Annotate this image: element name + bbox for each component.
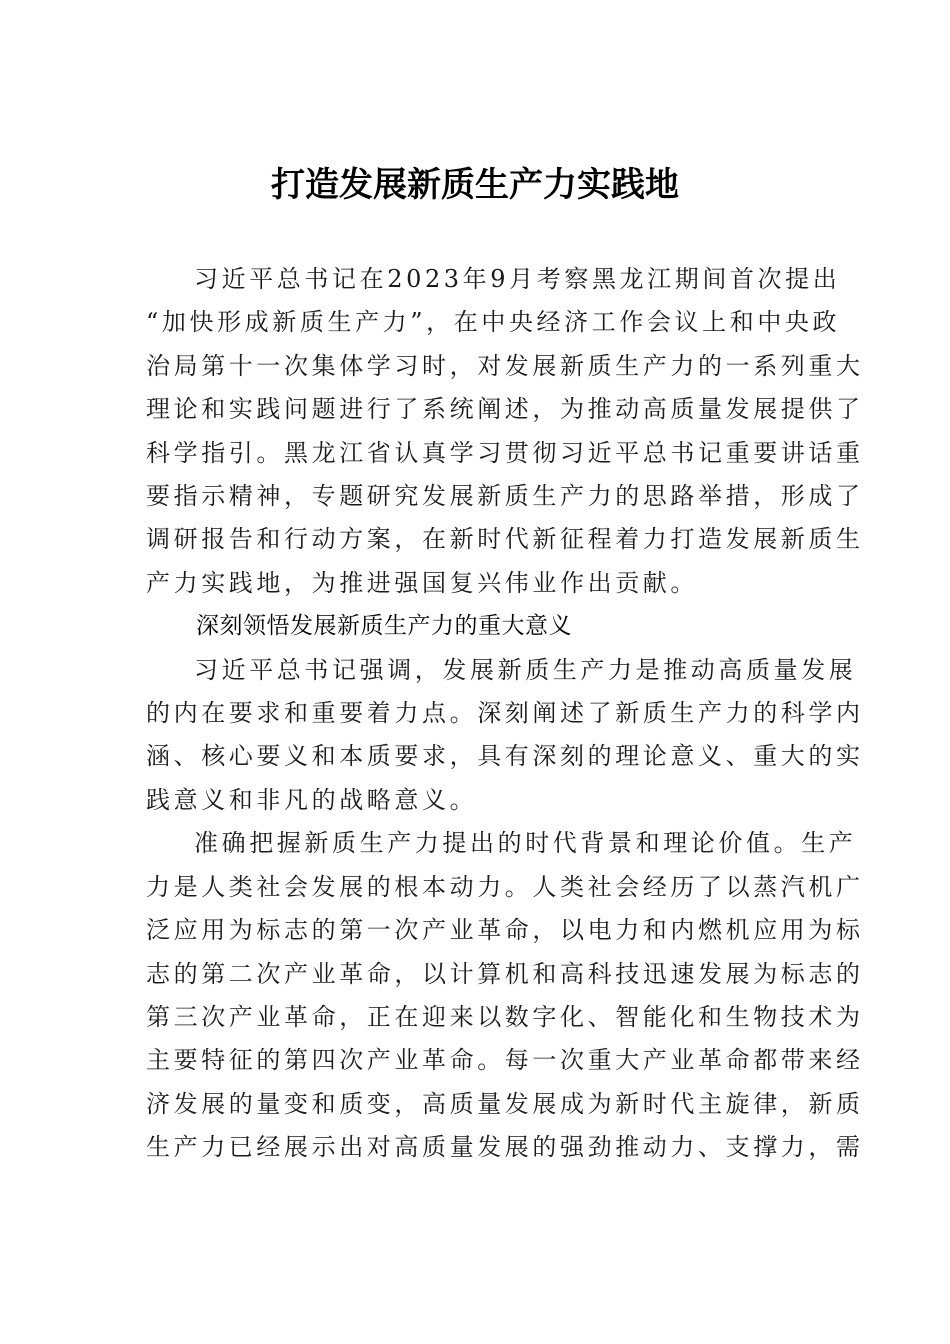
text-line: 理论和实践问题进行了系统阐述，为推动高质量发展提供了 (146, 395, 864, 424)
text-line: 志的第二次产业革命，以计算机和高科技迅速发展为标志的 (146, 959, 864, 988)
text-line: 践意义和非凡的战略意义。 (146, 785, 478, 814)
intro-paragraph (146, 258, 864, 605)
text-line: 习近平总书记在2023年9月考察黑龙江期间首次提出 (194, 265, 841, 293)
text-line: 准确把握新质生产力提出的时代背景和理论价值。生产 (194, 829, 857, 858)
text-line: 泛应用为标志的第一次产业革命，以电力和内燃机应用为标 (146, 916, 864, 945)
text-line: 要指示精神，专题研究发展新质生产力的思路举措，形成了 (146, 482, 864, 511)
text-line: “加快形成新质生产力”，在中央经济工作会议上和中央政 (146, 308, 841, 337)
text-line: 的内在要求和重要着力点。深刻阐述了新质生产力的科学内 (146, 699, 864, 728)
document-title: 打造发展新质生产力实践地 (271, 165, 679, 205)
text-line: 生产力已经展示出对高质量发展的强劲推动力、支撑力，需 (146, 1133, 864, 1162)
text-line: 力是人类社会发展的根本动力。人类社会经历了以蒸汽机广 (146, 872, 864, 901)
section-heading: 深刻领悟发展新质生产力的重大意义 (196, 613, 572, 640)
text-line: 调研报告和行动方案，在新时代新征程着力打造发展新质生 (146, 525, 864, 554)
document-body (146, 258, 864, 1170)
text-line: 涵、核心要义和本质要求，具有深刻的理论意义、重大的实 (146, 742, 864, 771)
background-paragraph (146, 822, 864, 1169)
text-line: 第三次产业革命，正在迎来以数字化、智能化和生物技术为 (146, 1002, 864, 1031)
text-line: 治局第十一次集体学习时，对发展新质生产力的一系列重大 (146, 351, 864, 380)
significance-paragraph (146, 649, 864, 823)
text-line: 科学指引。黑龙江省认真学习贯彻习近平总书记重要讲话重 (146, 438, 864, 467)
text-line: 习近平总书记强调，发展新质生产力是推动高质量发展 (194, 655, 857, 684)
text-line: 主要特征的第四次产业革命。每一次重大产业革命都带来经 (146, 1046, 864, 1075)
text-line: 济发展的量变和质变，高质量发展成为新时代主旋律，新质 (146, 1089, 864, 1118)
text-line: 产力实践地，为推进强国复兴伟业作出贡献。 (146, 568, 698, 597)
